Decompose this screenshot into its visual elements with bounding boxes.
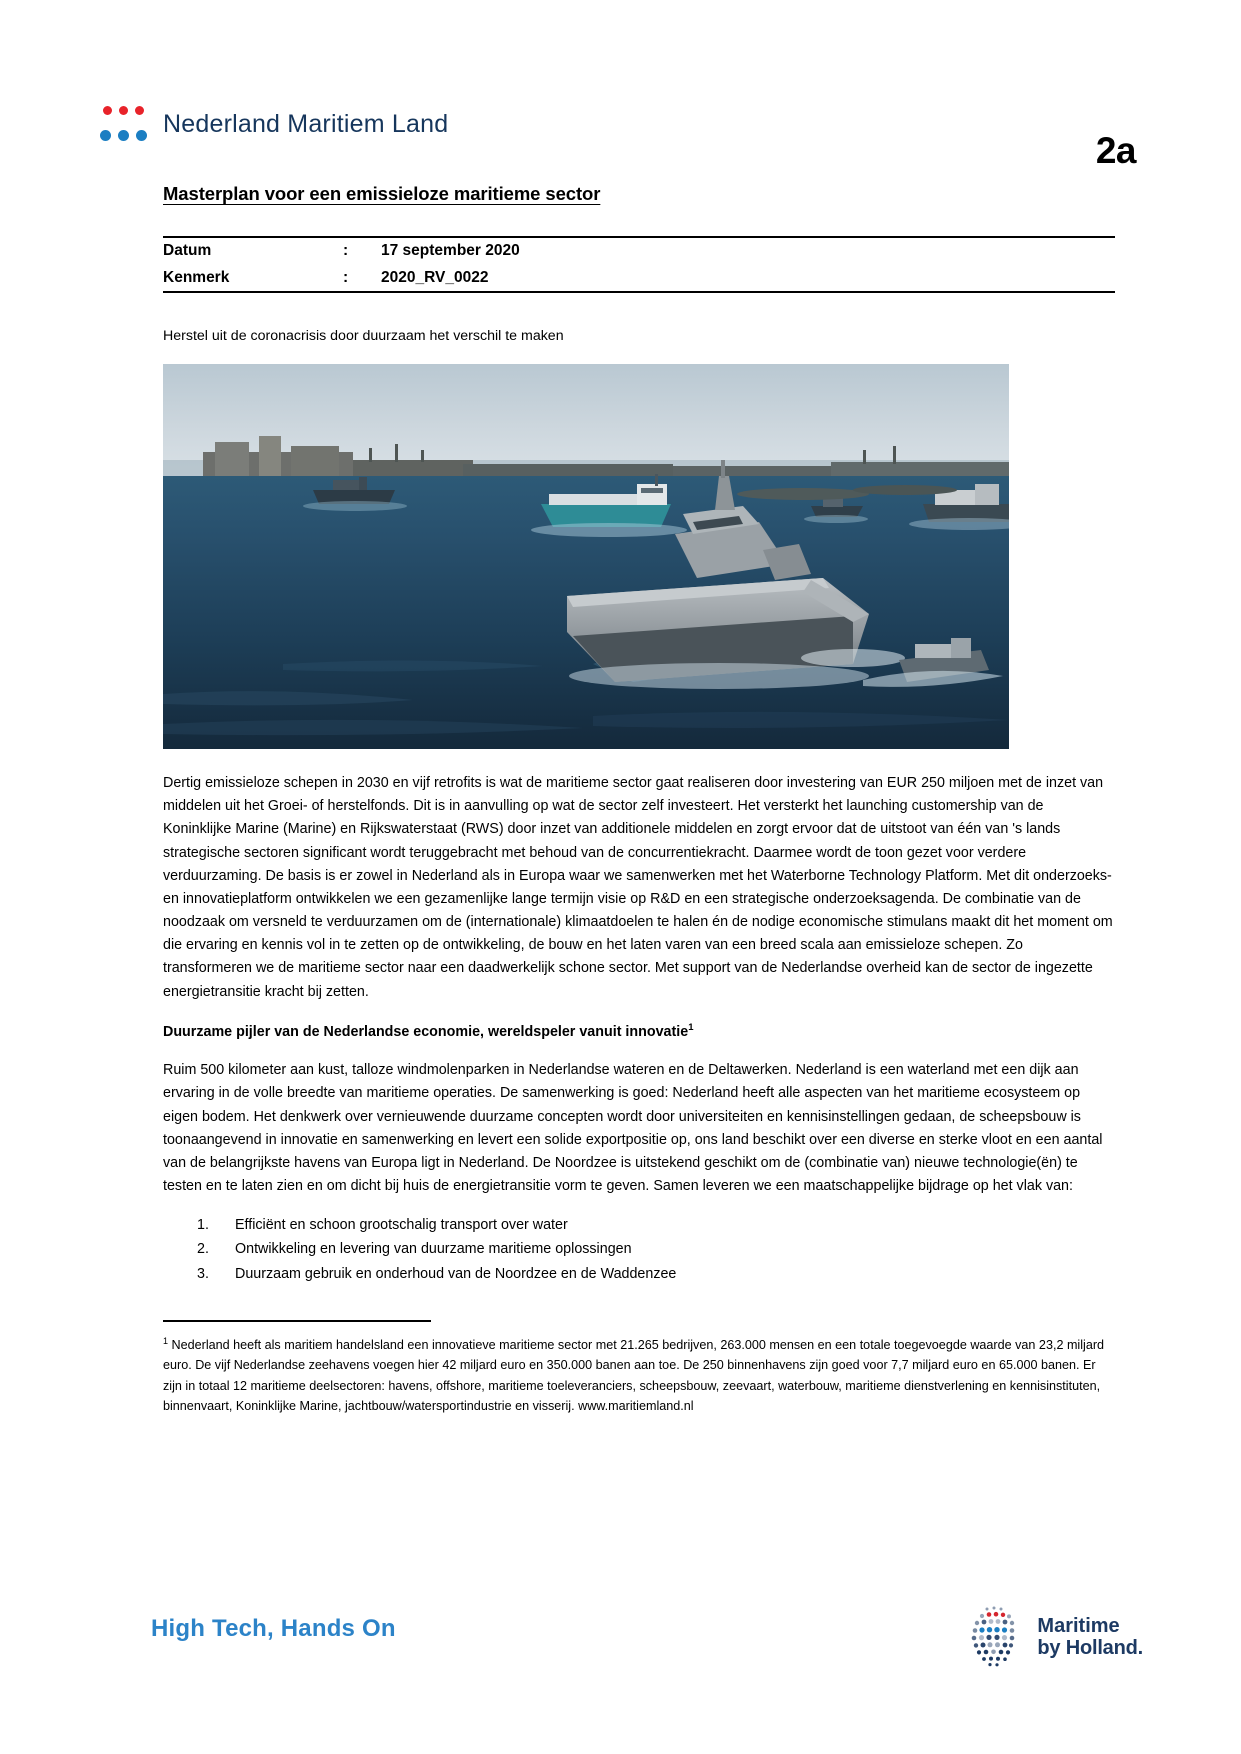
paragraph-pillar: Ruim 500 kilometer aan kust, talloze windmolenparken in Nederlandse wateren en de Deltawerken. Nederland is een waterland met een dijk aan ervaring in de volle breedte van maritieme operaties. De samenwerking is goed: Nederland heeft alle aspecten van het maritieme ecosysteem op eigen bodem. Het denkwerk over vernieuwende duurzame concepten wordt door universiteiten en kennisinstellingen gedaan, de scheepsbouw is toonaangevend in innovatie en samenwerking en levert een solide exportpositie op, ons land beschikt over een diverse en sterke vloot en een aantal van de belangrijkste havens van Europa ligt in Nederland. De Noordzee is uitstekend geschikt om de (combinatie van) nieuwe technologie(ën) te testen en te laten zien en om dicht bij huis de energietransitie vorm te geven. Samen leveren we een maatschappelijke bijdrage op het vlak van:: [163, 1062, 1103, 1195]
footer-logo-line-1: Maritime: [1037, 1614, 1120, 1637]
page-footer: [0, 1574, 1241, 1754]
footnote-marker-inline: 1: [688, 1021, 694, 1033]
list-item-number: 3.: [197, 1265, 209, 1282]
list-item: [163, 1238, 1115, 1261]
brand-name: Nederland Maritiem Land: [163, 109, 449, 138]
footnote-body: Nederland heeft als maritiem handelsland een innovatieve maritieme sector met 21.265 bedrijven, 263.000 mensen en een totale toegevoegde waarde van 23,2 miljard euro. De vijf Nederlandse zeehavens voegen hier 42 miljard euro en 350.000 banen aan toe. De 250 binnenhavens zijn goed voor 7,7 miljard euro en 65.000 banen. Er zijn in totaal 12 maritieme deelsectoren: havens, offshore, maritieme toeleveranciers, scheepsbouw, zeevaart, waterbouw, maritieme dienstverlening en kennisinstituten, binnenvaart, Koninklijke Marine, jachtbouw/watersportindustrie en visserij. www.maritiemland.nl: [163, 1337, 1105, 1414]
list-item: [163, 1263, 1115, 1286]
nml-dots-icon: [100, 103, 146, 145]
meta-value-kenmerk: 2020_RV_0022: [381, 268, 489, 286]
meta-colon: :: [343, 268, 349, 286]
footnote-divider: [163, 1320, 431, 1322]
contribution-list: [163, 1214, 1115, 1285]
list-item-label: Duurzaam gebruik en onderhoud van de Noordzee en de Waddenzee: [235, 1265, 677, 1282]
footer-logo-line-2: by Holland.: [1037, 1637, 1143, 1659]
page-marker: 2a: [1095, 130, 1136, 171]
maritime-by-holland-logo: [963, 1601, 1143, 1673]
document-subtitle: Herstel uit de coronacrisis door duurzaam het verschil te maken: [163, 328, 564, 345]
meta-colon: :: [343, 242, 349, 259]
footnote-section: [163, 1320, 1115, 1417]
maritime-seascape-image: [163, 364, 1009, 749]
list-item-number: 2.: [197, 1241, 209, 1258]
page-title: Masterplan voor een emissieloze maritieme sector: [163, 183, 601, 204]
brand-logo: [100, 103, 448, 145]
list-item-label: Ontwikkeling en levering van duurzame maritieme oplossingen: [235, 1241, 632, 1258]
list-item: [163, 1214, 1115, 1237]
globe-icon: [963, 1601, 1025, 1673]
document-meta-table: [163, 236, 1115, 293]
paragraph-intro: Dertig emissieloze schepen in 2030 en vijf retrofits is wat de maritieme sector gaat realiseren door investering van EUR 250 miljoen met de inzet van middelen uit het Groei- of herstelfonds. Dit is in aanvulling op wat de sector zelf investeert. Het versterkt het launching customership van de Koninklijke Marine (Marine) en Rijkswaterstaat (RWS) door inzet van additionele middelen en zorgt ervoor dat de uitstoot van één van 's lands strategische sectoren significant wordt teruggebracht met behoud van de concurrentiekracht. Daarmee wordt de toon gezet voor verdere verduurzaming. De basis is er zowel in Nederland als in Europa waar we samenwerken met het Waterborne Technology Platform. Met dit onderzoeks- en innovatieplatform ontwikkelen we een gezamenlijke lange termijn visie op R&D en een strategische onderzoeksagenda. De combinatie van de noodzaak om versneld te verduurzamen om de (internationale) klimaatdoelen te halen én de nodige economische stimulans maakt dit het moment om die ervaring en kennis vol in te zetten op de ontwikkeling, de bouw en het laten varen van een breed scala aan emissieloze schepen. Zo transformeren we de maritieme sector naar een daadwerkelijk schone sector. Met support van de Nederlandse overheid kan de sector de ingezette energietransitie kracht bij zetten.: [163, 775, 1113, 1000]
meta-label-kenmerk: Kenmerk: [163, 268, 230, 286]
page-header: [0, 0, 1241, 180]
footnote-text: [163, 1334, 1115, 1417]
section-heading: [163, 1020, 1115, 1044]
section-heading-text: Duurzame pijler van de Nederlandse economie, wereldspeler vanuit innovatie: [163, 1023, 689, 1040]
table-row: [163, 237, 1115, 265]
footnote-number: 1: [163, 1335, 169, 1346]
footer-logo-text: [1037, 1615, 1143, 1660]
table-row: [163, 265, 1115, 293]
list-item-number: 1.: [197, 1217, 209, 1234]
list-item-label: Efficiënt en schoon grootschalig transport over water: [235, 1217, 568, 1234]
seascape-illustration: [163, 364, 1009, 749]
footer-tagline: High Tech, Hands On: [151, 1615, 396, 1642]
meta-label-datum: Datum: [163, 242, 212, 259]
meta-value-datum: 17 september 2020: [381, 242, 520, 259]
document-content: [163, 183, 1115, 1417]
